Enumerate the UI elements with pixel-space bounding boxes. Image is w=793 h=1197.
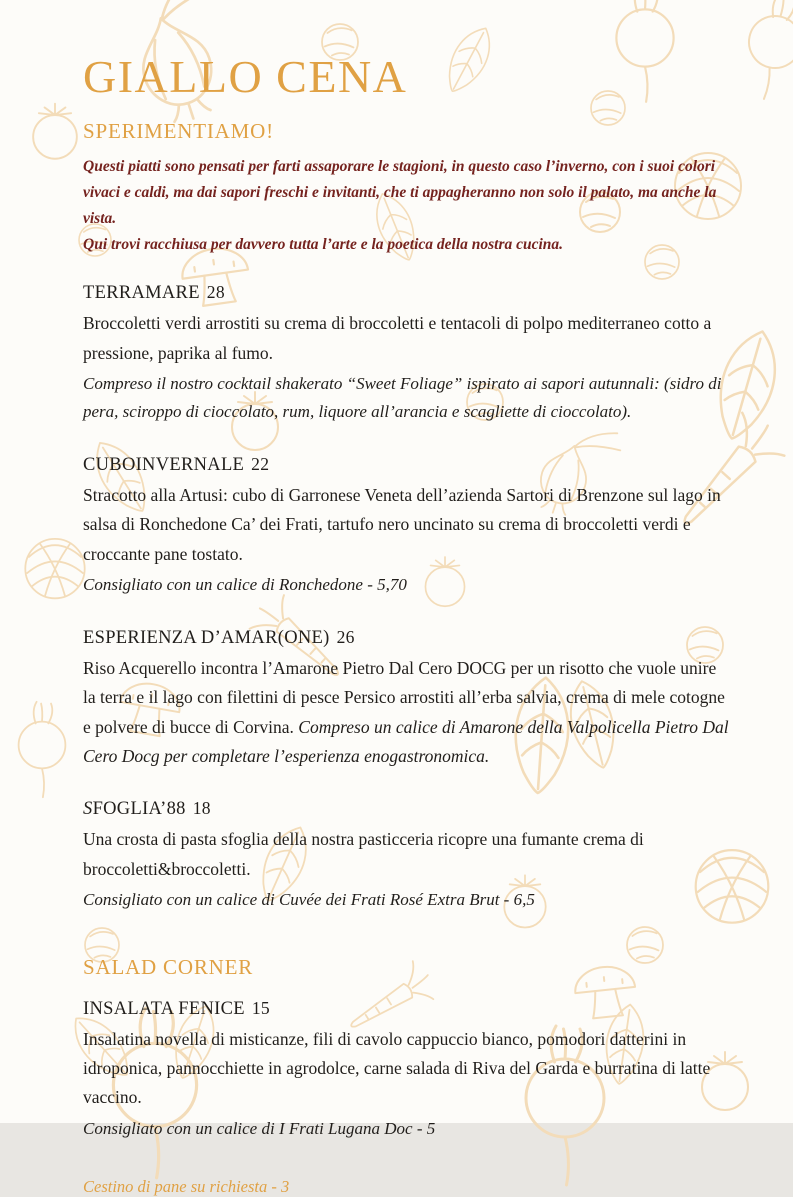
dish-title: TERRAMARE <box>83 283 200 304</box>
dish-name <box>83 798 731 820</box>
dish-name <box>83 282 731 304</box>
dish-description: Una crosta di pasta sfoglia della nostra pasticceria ricopre una fumante crema di broccoletti&broccoletti. <box>83 829 644 879</box>
section-heading-salad-corner: SALAD CORNER <box>83 954 254 979</box>
dish-price: 15 <box>251 997 270 1018</box>
dish-insalata-fenice <box>83 998 731 1144</box>
bread-basket-note: Cestino di pane su richiesta - 3 <box>83 1177 290 1197</box>
dish-name <box>83 998 731 1020</box>
dish-note: Consigliato con un calice di Cuvée dei Frati Rosé Extra Brut - 6,5 <box>83 890 535 910</box>
dish-price: 18 <box>192 798 211 819</box>
dish-description-text: Riso Acquerello incontra l’Amarone Pietro Dal Cero DOCG per un risotto che vuole unire la terra e il lago con filettini di pesce Persico arrostiti all’erba salvia, crema di mele cotogne e polvere di bucce di Corvina. <box>83 657 725 737</box>
dish-price: 26 <box>336 626 355 647</box>
dish-name <box>83 454 731 476</box>
dish-title: CUBOINVERNALE <box>83 455 245 475</box>
dish-description: Broccoletti verdi arrostiti su crema di broccoletti e tentacoli di polpo mediterraneo cotto a pressione, paprika al fumo. <box>83 313 712 363</box>
dish-cuboinvernale <box>83 454 731 600</box>
dish-esperienza-damarone <box>83 627 731 772</box>
dish-note: Consigliato con un calice di Ronchedone - 5,70 <box>83 575 407 595</box>
dish-description: Insalatina novella di misticanze, fili di cavolo cappuccio bianco, pomodori datterini in idroponica, pannocchiette in agrodolce, carne salada di Riva del Garda e burratina di latte vaccino. <box>83 1028 711 1108</box>
dish-title: INSALATA FENICE <box>83 998 245 1019</box>
dish-title-italic-prefix: S <box>83 799 93 820</box>
dish-description: Stracotto alla Artusi: cubo di Garronese Veneta dell’azienda Sartori di Brenzone sul lago in salsa di Ronchedone Ca’ dei Frati, tartufo nero uncinato su crema di broccoletti verdi e croccante pane tostato. <box>83 485 721 564</box>
dish-terramare <box>83 282 731 427</box>
dish-description <box>83 654 731 772</box>
section-heading-sperimentiamo: SPERIMENTIAMO! <box>83 119 274 143</box>
dish-note: Consigliato con un calice di I Frati Lugana Doc - 5 <box>83 1118 436 1138</box>
dish-sfoglia-88 <box>83 798 731 914</box>
dish-inline-note: Compreso un calice di Amarone della Valpolicella Pietro Dal Cero Docg per completare l’esperienza enogastronomica. <box>83 716 729 766</box>
page-title: GIALLO CENA <box>83 51 408 102</box>
dish-note: Compreso il nostro cocktail shakerato “Sweet Foliage” ispirato ai sapori autunnali: (sidro di pera, sciroppo di cioccolato, rum, liquore all’arancia e scagliette di cioccolato). <box>83 373 722 422</box>
intro-text-2: Qui trovi racchiusa per davvero tutta l’arte e la poetica della nostra cucina. <box>83 236 564 254</box>
dish-title: FOGLIA’88 <box>92 799 186 820</box>
intro-paragraph <box>83 154 731 258</box>
intro-text-1: Questi piatti sono pensati per farti assaporare le stagioni, in questo caso l’inverno, con i suoi colori vivaci e caldi, ma dai sapori freschi e invitanti, che ti appagheranno non solo il palato, ma anche la vista. <box>83 158 717 228</box>
dish-title: ESPERIENZA D’AMAR(ONE) <box>83 627 330 648</box>
dish-price: 28 <box>206 282 225 303</box>
dish-name <box>83 627 731 649</box>
dish-price: 22 <box>251 454 270 474</box>
